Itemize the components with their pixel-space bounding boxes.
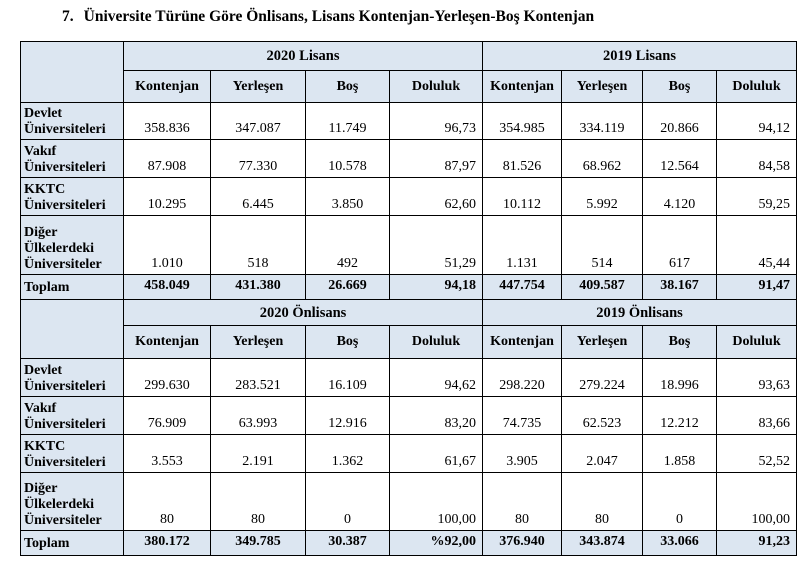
column-header: Kontenjan — [483, 71, 562, 103]
row-label-line: KKTC — [24, 182, 66, 197]
value-cell: 10.295 — [124, 178, 211, 216]
value-cell: 51,29 — [390, 216, 483, 275]
value-cell: 62.523 — [562, 397, 643, 435]
row-label-line: Ülkelerdeki — [24, 497, 94, 512]
value-cell: 1.858 — [643, 435, 717, 473]
value-cell: 83,66 — [717, 397, 797, 435]
row-label-line: Üniversiteleri — [24, 122, 106, 137]
group-title-lisans-2019: 2019 Lisans — [483, 42, 797, 71]
row-label — [21, 473, 124, 531]
row-label-line: Vakıf — [24, 401, 57, 416]
value-cell: 12.916 — [306, 397, 390, 435]
value-cell: 334.119 — [562, 103, 643, 140]
value-cell: 3.553 — [124, 435, 211, 473]
value-cell: 492 — [306, 216, 390, 275]
group-header-row — [21, 42, 797, 71]
total-value: 458.049 — [124, 275, 211, 300]
value-cell: 298.220 — [483, 359, 562, 397]
row-label — [21, 178, 124, 216]
value-cell: 94,12 — [717, 103, 797, 140]
value-cell: 93,63 — [717, 359, 797, 397]
row-label-line: KKTC — [24, 439, 66, 454]
value-cell: 299.630 — [124, 359, 211, 397]
row-label-line: Üniversiteleri — [24, 455, 106, 470]
total-value: 26.669 — [306, 275, 390, 300]
value-cell: 6.445 — [211, 178, 306, 216]
value-cell: 80 — [483, 473, 562, 531]
total-value: 30.387 — [306, 531, 390, 556]
total-label: Toplam — [21, 275, 124, 300]
row-label-line: Üniversiteler — [24, 513, 102, 528]
table-row — [21, 473, 797, 531]
row-label-line: Üniversiteleri — [24, 417, 106, 432]
group-title-onlisans-2020: 2020 Önlisans — [124, 300, 483, 326]
value-cell: 5.992 — [562, 178, 643, 216]
column-header: Kontenjan — [124, 326, 211, 359]
total-value: 33.066 — [643, 531, 717, 556]
group-title-onlisans-2019: 2019 Önlisans — [483, 300, 797, 326]
table-row — [21, 435, 797, 473]
row-label-line: Üniversiteleri — [24, 160, 106, 175]
column-header: Boş — [306, 71, 390, 103]
row-label-line: Devlet — [24, 363, 63, 378]
row-label-line: Diğer — [24, 481, 58, 496]
value-cell: 62,60 — [390, 178, 483, 216]
row-label-line: Diğer — [24, 225, 58, 240]
value-cell: 81.526 — [483, 140, 562, 178]
value-cell: 0 — [643, 473, 717, 531]
value-cell: 518 — [211, 216, 306, 275]
column-header-row — [21, 326, 797, 359]
total-value: 94,18 — [390, 275, 483, 300]
total-value: 343.874 — [562, 531, 643, 556]
value-cell: 80 — [211, 473, 306, 531]
total-row — [21, 275, 797, 300]
table-row — [21, 397, 797, 435]
value-cell: 100,00 — [390, 473, 483, 531]
column-header: Doluluk — [390, 326, 483, 359]
group-header-row — [21, 300, 797, 326]
row-label — [21, 435, 124, 473]
row-label-line: Üniversiteleri — [24, 379, 106, 394]
value-cell: 283.521 — [211, 359, 306, 397]
value-cell: 76.909 — [124, 397, 211, 435]
value-cell: 74.735 — [483, 397, 562, 435]
value-cell: 16.109 — [306, 359, 390, 397]
enrollment-table — [20, 41, 797, 556]
value-cell: 80 — [124, 473, 211, 531]
value-cell: 279.224 — [562, 359, 643, 397]
total-value: 91,47 — [717, 275, 797, 300]
total-value: 349.785 — [211, 531, 306, 556]
column-header-row — [21, 71, 797, 103]
row-label-line: Devlet — [24, 106, 63, 121]
value-cell: 11.749 — [306, 103, 390, 140]
value-cell: 52,52 — [717, 435, 797, 473]
column-header: Yerleşen — [562, 71, 643, 103]
value-cell: 100,00 — [717, 473, 797, 531]
column-header: Boş — [306, 326, 390, 359]
value-cell: 63.993 — [211, 397, 306, 435]
total-value: 409.587 — [562, 275, 643, 300]
total-value: 91,23 — [717, 531, 797, 556]
value-cell: 18.996 — [643, 359, 717, 397]
column-header: Doluluk — [717, 71, 797, 103]
column-header: Boş — [643, 326, 717, 359]
value-cell: 77.330 — [211, 140, 306, 178]
value-cell: 80 — [562, 473, 643, 531]
value-cell: 87.908 — [124, 140, 211, 178]
value-cell: 3.905 — [483, 435, 562, 473]
row-label — [21, 397, 124, 435]
value-cell: 514 — [562, 216, 643, 275]
table-row — [21, 103, 797, 140]
value-cell: 354.985 — [483, 103, 562, 140]
value-cell: 96,73 — [390, 103, 483, 140]
value-cell: 0 — [306, 473, 390, 531]
total-value: %92,00 — [390, 531, 483, 556]
group-title-lisans-2020: 2020 Lisans — [124, 42, 483, 71]
value-cell: 10.578 — [306, 140, 390, 178]
total-value: 447.754 — [483, 275, 562, 300]
value-cell: 347.087 — [211, 103, 306, 140]
value-cell: 617 — [643, 216, 717, 275]
total-label: Toplam — [21, 531, 124, 556]
total-value: 376.940 — [483, 531, 562, 556]
value-cell: 1.010 — [124, 216, 211, 275]
row-label — [21, 359, 124, 397]
column-header: Kontenjan — [483, 326, 562, 359]
row-label-line: Üniversiteler — [24, 257, 102, 272]
column-header: Yerleşen — [211, 71, 306, 103]
value-cell: 12.564 — [643, 140, 717, 178]
document-heading — [62, 8, 594, 26]
value-cell: 20.866 — [643, 103, 717, 140]
total-value: 38.167 — [643, 275, 717, 300]
column-header: Yerleşen — [562, 326, 643, 359]
value-cell: 1.131 — [483, 216, 562, 275]
value-cell: 2.191 — [211, 435, 306, 473]
column-header: Doluluk — [717, 326, 797, 359]
value-cell: 94,62 — [390, 359, 483, 397]
value-cell: 61,67 — [390, 435, 483, 473]
value-cell: 87,97 — [390, 140, 483, 178]
value-cell: 2.047 — [562, 435, 643, 473]
value-cell: 12.212 — [643, 397, 717, 435]
value-cell: 358.836 — [124, 103, 211, 140]
heading-title: Üniversite Türüne Göre Önlisans, Lisans Kontenjan-Yerleşen-Boş Kontenjan — [83, 8, 595, 25]
value-cell: 68.962 — [562, 140, 643, 178]
value-cell: 3.850 — [306, 178, 390, 216]
column-header: Kontenjan — [124, 71, 211, 103]
column-header: Boş — [643, 71, 717, 103]
column-header: Doluluk — [390, 71, 483, 103]
value-cell: 45,44 — [717, 216, 797, 275]
corner-cell — [21, 42, 124, 103]
total-value: 380.172 — [124, 531, 211, 556]
value-cell: 4.120 — [643, 178, 717, 216]
value-cell: 83,20 — [390, 397, 483, 435]
table-row — [21, 140, 797, 178]
value-cell: 59,25 — [717, 178, 797, 216]
value-cell: 10.112 — [483, 178, 562, 216]
row-label-line: Üniversiteleri — [24, 198, 106, 213]
table-row — [21, 216, 797, 275]
total-value: 431.380 — [211, 275, 306, 300]
row-label-line: Vakıf — [24, 144, 57, 159]
row-label — [21, 103, 124, 140]
value-cell: 1.362 — [306, 435, 390, 473]
row-label — [21, 140, 124, 178]
table-row — [21, 359, 797, 397]
row-label-line: Ülkelerdeki — [24, 241, 94, 256]
corner-cell — [21, 300, 124, 359]
heading-number: 7. — [62, 8, 74, 25]
row-label — [21, 216, 124, 275]
column-header: Yerleşen — [211, 326, 306, 359]
table-row — [21, 178, 797, 216]
value-cell: 84,58 — [717, 140, 797, 178]
total-row — [21, 531, 797, 556]
